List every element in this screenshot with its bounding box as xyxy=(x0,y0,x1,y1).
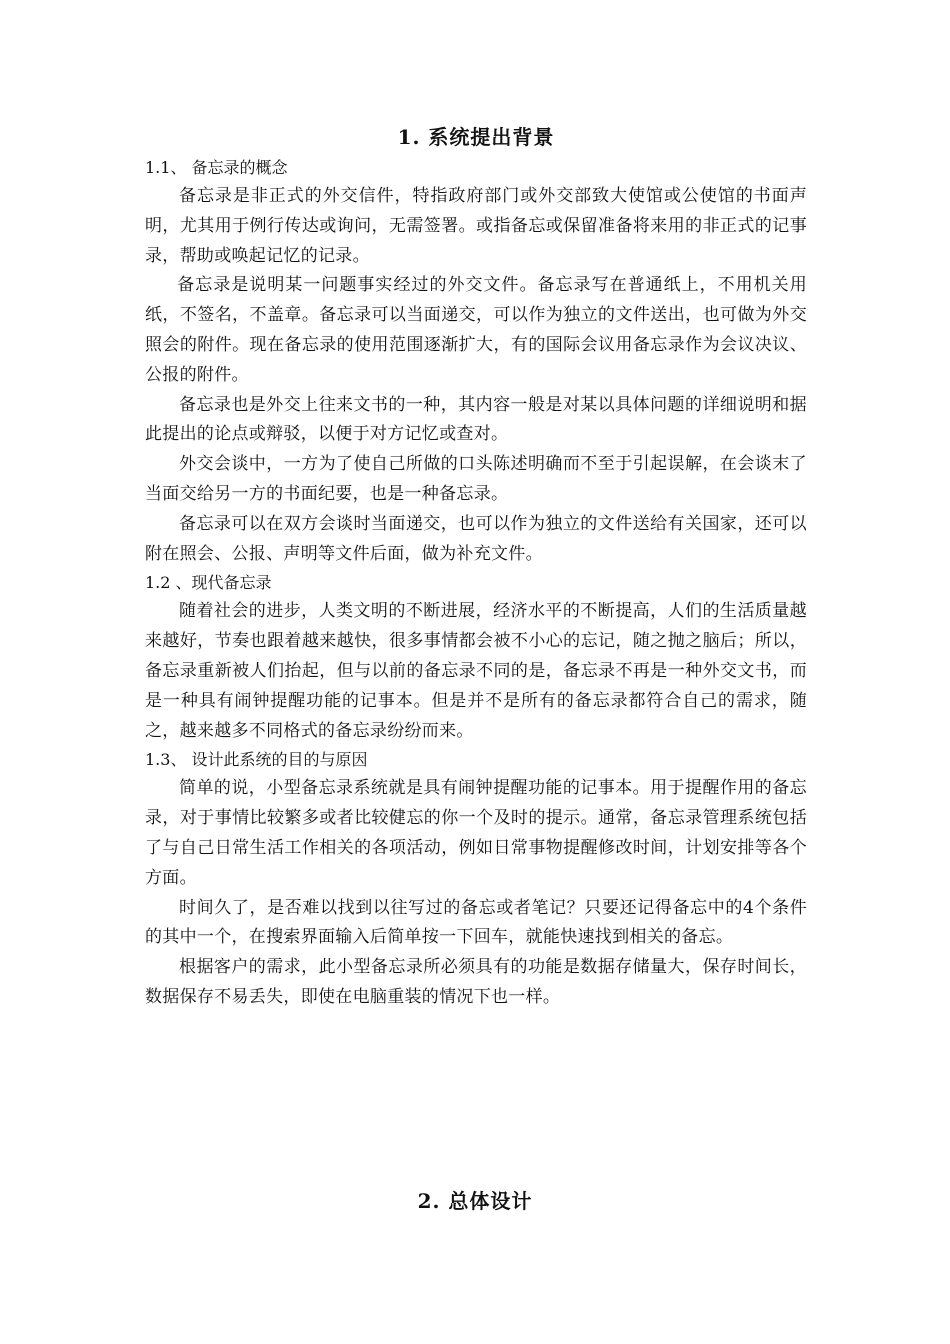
paragraph: 时间久了，是否难以找到以往写过的备忘或者笔记？只要还记得备忘中的4个条件的其中一个，在搜索界面输入后简单按一下回车，就能快速找到相关的备忘。 xyxy=(145,897,807,948)
subsection-1-3-heading: 1.3、 设计此系统的目的与原因 xyxy=(145,750,368,770)
subsection-1-2-heading: 1.2 、现代备忘录 xyxy=(145,573,272,593)
paragraph: 简单的说，小型备忘录系统就是具有闹钟提醒功能的记事本。用于提醒作用的备忘录，对于事情比较繁多或者比较健忘的你一个及时的提示。通常，备忘录管理系统包括了与自己日常生活工作相关的各项活动，例如日常事物提醒修改时间，计划安排等各个方面。 xyxy=(145,778,807,888)
paragraph: 根据客户的需求，此小型备忘录所必须具有的功能是数据存储量大，保存时间长，数据保存不易丢失，即使在电脑重装的情况下也一样。 xyxy=(145,957,807,1007)
subsection-1-1-heading: 1.1、 备忘录的概念 xyxy=(145,158,288,177)
paragraph: 备忘录也是外交上往来文书的一种，其内容一般是对某以具体问题的详细说明和据此提出的论点或辩驳，以便于对方记忆或查对。 xyxy=(145,394,807,445)
paragraph: 备忘录是说明某一问题事实经过的外交文件。备忘录写在普通纸上，不用机关用纸，不签名，不盖章。备忘录可以当面递交，可以作为独立的文件送出，也可做为外交照会的附件。现在备忘录的使用范围逐渐扩大，有的国际会议用备忘录作为会议决议、公报的附件。 xyxy=(145,275,807,385)
paragraph: 随着社会的进步，人类文明的不断进展，经济水平的不断提高，人们的生活质量越来越好，节奏也跟着越来越快，很多事情都会被不小心的忘记，随之抛之脑后；所以，备忘录重新被人们抬起，但与以前的备忘录不同的是，备忘录不再是一种外交文书，而是一种具有闹钟提醒功能的记事本。但是并不是所有的备忘录都符合自己的需求，随之，越来越多不同格式的备忘录纷纷而来。 xyxy=(145,601,807,741)
paragraph: 备忘录是非正式的外交信件，特指政府部门或外交部致大使馆或公使馆的书面声明，尤其用于例行传达或询问，无需签署。或指备忘或保留准备将来用的非正式的记事录，帮助或唤起记忆的记录。 xyxy=(145,186,807,266)
paragraph: 外交会谈中，一方为了使自己所做的口头陈述明确而不至于引起误解，在会谈末了当面交给另一方的书面纪要，也是一种备忘录。 xyxy=(145,454,807,504)
document-body xyxy=(145,122,807,1013)
section-1-title: 1. 系统提出背景 xyxy=(397,125,555,149)
section-2-title: 2. 总体设计 xyxy=(417,1189,533,1213)
paragraph: 备忘录可以在双方会谈时当面递交，也可以作为独立的文件送给有关国家，还可以附在照会、公报、声明等文件后面，做为补充文件。 xyxy=(145,513,807,564)
